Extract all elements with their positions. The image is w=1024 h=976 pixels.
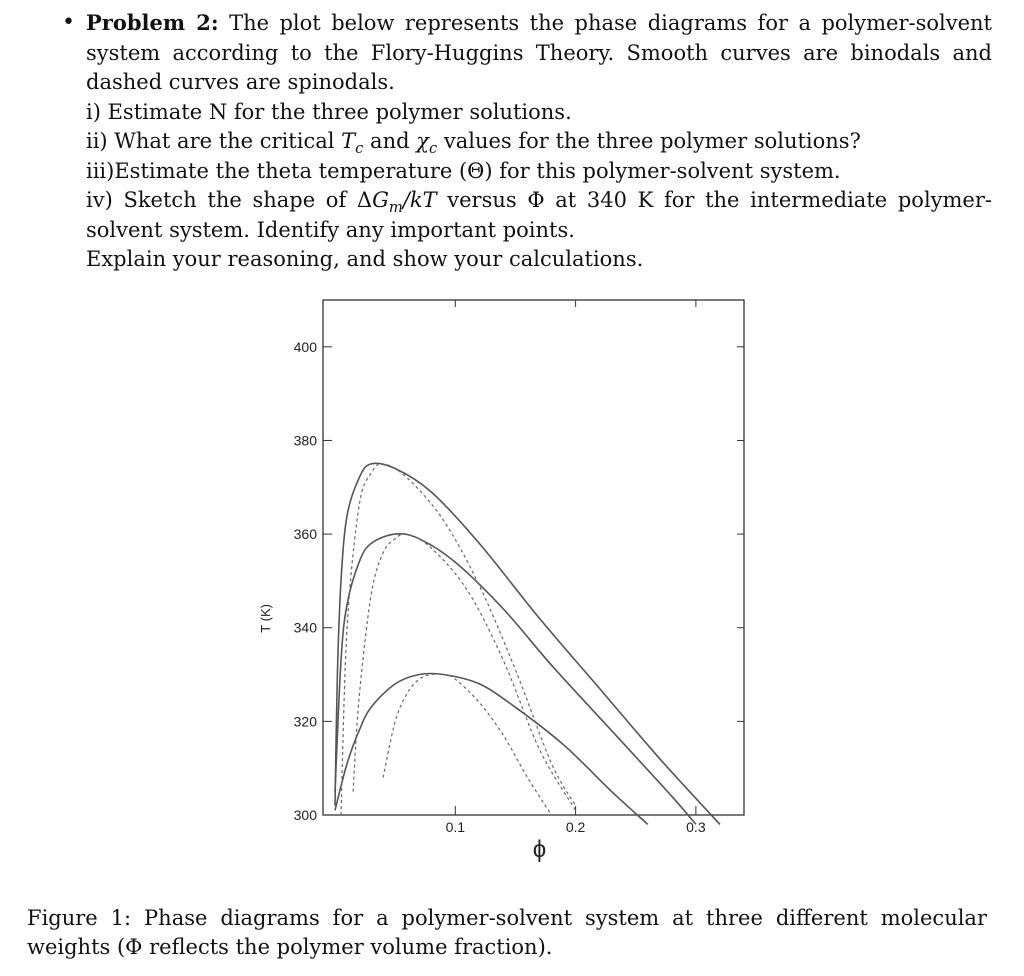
phase-diagram-chart [240,290,760,870]
problem-intro-text: The plot below represents the phase diagrams for a polymer-solvent system according to the Flory-Huggins Theory. Smooth curves are binodals and dashed curves are spinodals. [86,11,992,94]
question-4 [86,186,992,245]
chi-subscript: c [428,140,438,158]
chi-symbol: χ [416,129,429,153]
question-2-text-c: values for the three polymer solutions? [437,129,861,153]
spinodal-curve-4 [341,464,576,815]
x-tick-label: 0.2 [565,819,586,835]
question-2-text-a: ii) What are the critical [86,129,342,153]
problem-2 [62,8,992,245]
y-tick-label: 400 [293,338,317,355]
plot-frame [323,300,744,815]
gm-subscript: m [388,199,403,217]
y-tick-label: 360 [293,526,317,543]
spinodal-curve-6 [383,674,551,815]
problem-body [86,8,992,245]
tc-symbol: T [341,129,356,153]
y-tick-label: 340 [293,619,317,636]
problem-heading: Problem 2: [86,10,219,35]
plot-area [258,300,744,863]
question-3: iii)Estimate the theta temperature (Θ) for this polymer-solvent system. [86,158,841,183]
question-1: i) Estimate N for the three polymer solutions. [86,99,572,124]
question-4-text-b: versus Φ at 340 K for the intermediate polymer-solvent system. Identify any important points. [86,188,992,242]
kt-symbol: /kT [402,188,437,212]
binodal-curve-1 [335,463,720,824]
question-4-text-a: iv) Sketch the shape of Δ [86,188,373,212]
y-axis-label: T (K) [258,604,273,633]
tc-subscript: c [355,140,364,158]
x-tick-label: 0.3 [686,819,706,835]
problem-closing: Explain your reasoning, and show your calculations. [86,247,644,271]
question-2-text-b: and [363,129,417,153]
spinodal-curve-5 [353,534,575,811]
x-axis-label: ϕ [532,836,547,863]
problem-intro [86,8,992,98]
y-tick-label: 380 [293,432,317,449]
binodal-curve-2 [335,534,696,825]
y-tick-label: 300 [293,807,317,823]
gm-symbol: G [372,188,389,212]
question-2 [86,127,992,157]
bullet: • [62,10,75,35]
binodal-curve-3 [335,673,648,824]
figure-caption: Figure 1: Phase diagrams for a polymer-solvent system at three different molecular weights (Φ reflects the polymer volume fraction). [27,906,987,959]
x-tick-label: 0.1 [445,819,466,835]
y-tick-label: 320 [293,713,317,730]
